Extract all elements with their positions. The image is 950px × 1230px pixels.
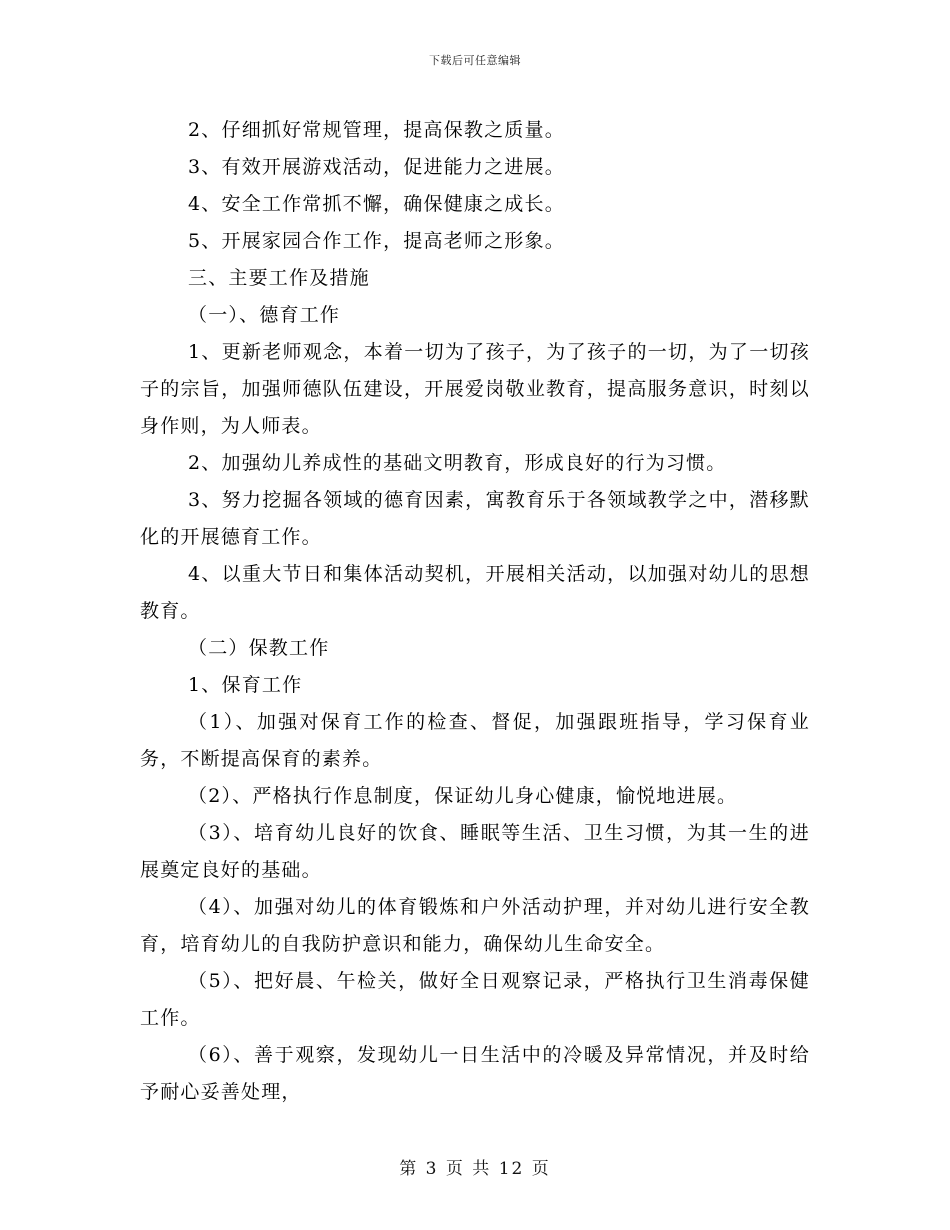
list-item-goal-4: 4、安全工作常抓不懈，确保健康之成长。 — [188, 193, 565, 215]
list-item-goal-2: 2、仔细抓好常规管理，提高保教之质量。 — [188, 119, 565, 141]
paragraph-care-1: （1）、加强对保育工作的检查、督促，加强跟班指导，学习保育业务，不断提高保育的素养。 — [140, 711, 810, 770]
paragraph-moral-2: 2、加强幼儿养成性的基础文明教育，形成良好的行为习惯。 — [188, 452, 727, 474]
subsection-heading-care-education: （二）保教工作 — [188, 637, 330, 659]
item-heading-care-work: 1、保育工作 — [188, 674, 303, 696]
paragraph-moral-1: 1、更新老师观念，本着一切为了孩子，为了孩子的一切，为了一切孩子的宗旨，加强师德队伍建设，开展爱岗敬业教育，提高服务意识，时刻以身作则，为人师表。 — [140, 341, 810, 437]
paragraph-moral-4: 4、以重大节日和集体活动契机，开展相关活动，以加强对幼儿的思想教育。 — [140, 563, 810, 622]
paragraph-care-4: （4）、加强对幼儿的体育锻炼和户外活动护理，并对幼儿进行安全教育，培育幼儿的自我防护意识和能力，确保幼儿生命安全。 — [140, 896, 810, 955]
list-item-goal-3: 3、有效开展游戏活动，促进能力之进展。 — [188, 156, 565, 178]
paragraph-moral-3: 3、努力挖掘各领域的德育因素，寓教育乐于各领域教学之中，潜移默化的开展德育工作。 — [140, 489, 810, 548]
page-header-note: 下载后可任意编辑 — [429, 54, 521, 67]
list-item-goal-5: 5、开展家园合作工作，提高老师之形象。 — [188, 230, 565, 252]
subsection-heading-moral-education: （一）、德育工作 — [188, 304, 341, 326]
paragraph-care-3: （3）、培育幼儿良好的饮食、睡眠等生活、卫生习惯，为其一生的进展奠定良好的基础。 — [140, 822, 810, 881]
paragraph-care-6: （6）、善于观察，发现幼儿一日生活中的冷暖及异常情况，并及时给予耐心妥善处理， — [140, 1044, 810, 1103]
page-number-footer: 第 3 页 共 12 页 — [399, 1159, 551, 1179]
document-body — [140, 112, 810, 1111]
paragraph-care-5: （5）、把好晨、午检关，做好全日观察记录，严格执行卫生消毒保健工作。 — [140, 970, 810, 1029]
paragraph-care-2: （2）、严格执行作息制度，保证幼儿身心健康，愉悦地进展。 — [188, 785, 738, 807]
section-heading-main-work: 三、主要工作及措施 — [188, 267, 370, 289]
